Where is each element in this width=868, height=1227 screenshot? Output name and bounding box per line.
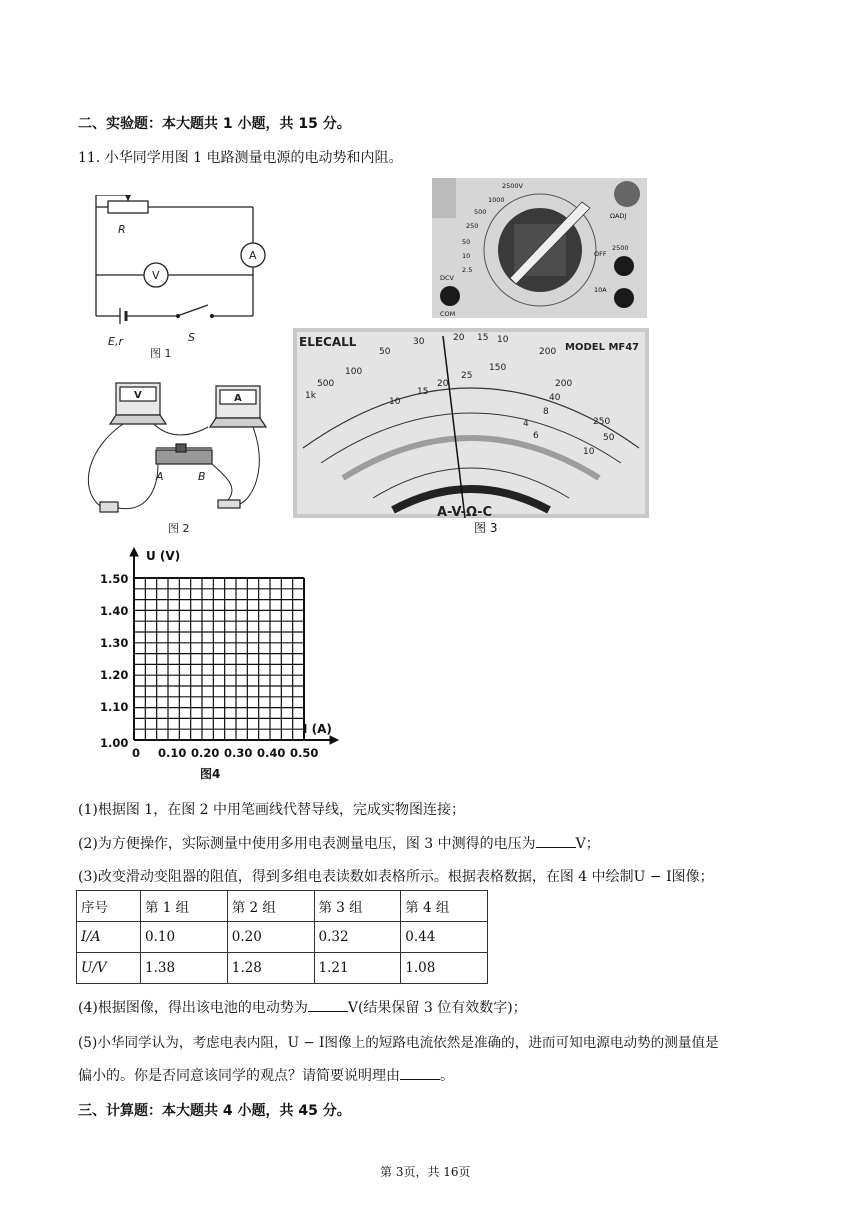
question-11-part-2-text: (2)为方便操作，实际测量中使用多用电表测量电压，图 3 中测得的电压为 <box>78 836 536 852</box>
figure-1-circuit <box>88 195 278 365</box>
section-heading-calculation: 三、计算题：本大题共 4 小题，共 45 分。 <box>78 1103 351 1119</box>
y-tick-1-00: 1.00 <box>100 736 129 750</box>
table-header-row <box>77 891 488 922</box>
figure-4-ui-grid <box>96 540 346 785</box>
x-tick-0-40: 0.40 <box>257 746 286 760</box>
question-11-part-4-unit: V(结果保留 3 位有效数字)； <box>347 1000 527 1016</box>
scale-right-10: 10 <box>583 447 595 457</box>
scale-mid-15: 15 <box>417 387 429 397</box>
figure-3-selector-photo <box>432 178 647 318</box>
ammeter-face-label: A <box>234 393 242 404</box>
scale-left-100: 100 <box>345 367 363 377</box>
scale-mid-10: 10 <box>389 397 401 407</box>
x-tick-0-20: 0.20 <box>191 746 220 760</box>
scale-left-1k: 1k <box>305 391 316 401</box>
y-tick-1-10: 1.10 <box>100 700 129 714</box>
y-tick-1-50: 1.50 <box>100 572 129 586</box>
x-tick-0-50: 0.50 <box>290 746 319 760</box>
scale-right-200: 200 <box>555 379 573 389</box>
scale-right-250: 250 <box>593 417 611 427</box>
y-tick-1-40: 1.40 <box>100 604 129 618</box>
question-11-part-5-line-1: (5)小华同学认为，考虑电表内阻，U − I图像上的短路电流依然是准确的，进而可知电源电动势的测量值是 <box>78 1035 719 1051</box>
figure-3-dial-photo <box>293 328 649 518</box>
switch-label-2500: 2500 <box>612 244 629 252</box>
switch-label-1000: 1000 <box>488 196 505 204</box>
x-tick-0-10: 0.10 <box>158 746 187 760</box>
voltmeter-label: V <box>152 269 160 282</box>
x-tick-0-30: 0.30 <box>224 746 253 760</box>
question-11-stem: 11. 小华同学用图 1 电路测量电源的电动势和内阻。 <box>78 150 403 166</box>
switch-label-ohm-adj: ΩADJ <box>610 212 627 220</box>
figure-4-caption: 图4 <box>200 767 221 781</box>
table-cell: 1.08 <box>401 953 488 984</box>
question-11-part-3: (3)改变滑动变阻器的阻值，得到多组电表读数如表格所示。根据表格数据，在图 4 中绘制U − I图像； <box>78 869 714 885</box>
switch-label-500: 500 <box>474 208 487 216</box>
scale-mid-25: 25 <box>461 371 473 381</box>
table-cell: 0.10 <box>141 922 228 953</box>
answer-blank-voltage[interactable] <box>536 835 576 848</box>
answer-blank-emf[interactable] <box>308 999 348 1012</box>
scale-right-40: 40 <box>549 393 561 403</box>
table-cell: 1.38 <box>141 953 228 984</box>
terminal-b-label: B <box>198 470 206 483</box>
question-11-part-4-text: (4)根据图像，得出该电池的电动势为 <box>78 1000 308 1016</box>
switch-label-com: COM <box>440 310 456 318</box>
question-11-part-4 <box>78 997 527 1017</box>
scale-mid-20: 20 <box>437 379 449 389</box>
data-table <box>76 890 488 984</box>
switch-label-2500v: 2500V <box>502 182 523 190</box>
scale-right-50: 50 <box>603 433 615 443</box>
switch-label-dcv: DCV <box>440 274 454 282</box>
table-cell: U/V <box>77 953 141 984</box>
switch-label-50: 50 <box>462 238 471 246</box>
scale-left-50: 50 <box>379 347 391 357</box>
y-axis-label: U (V) <box>146 549 181 563</box>
x-axis-label: I (A) <box>303 722 332 736</box>
table-cell: 0.44 <box>401 922 488 953</box>
table-row <box>77 953 488 984</box>
table-header-cell: 第 4 组 <box>401 891 488 922</box>
table-row <box>77 922 488 953</box>
question-11-part-5-line-2 <box>78 1065 454 1085</box>
answer-blank-reason[interactable] <box>400 1067 440 1080</box>
table-header-cell: 第 2 组 <box>227 891 314 922</box>
table-header-cell: 第 1 组 <box>141 891 228 922</box>
question-11-part-2 <box>78 833 600 853</box>
scale-mid-150: 150 <box>489 363 507 373</box>
table-header-cell: 第 3 组 <box>314 891 401 922</box>
question-11-part-5-end: 。 <box>440 1068 454 1084</box>
switch-label: S <box>188 331 195 344</box>
ammeter-label: A <box>249 249 257 262</box>
table-cell: I/A <box>77 922 141 953</box>
figure-3-caption: 图 3 <box>474 521 498 535</box>
dial-unit-label: A-V-Ω-C <box>437 505 493 518</box>
dial-brand: ELECALL <box>299 335 357 349</box>
battery-label: E,r <box>108 335 123 348</box>
table-cell: 1.21 <box>314 953 401 984</box>
resistor-label: R <box>118 223 126 236</box>
question-11-part-1: (1)根据图 1，在图 2 中用笔画线代替导线，完成实物图连接； <box>78 802 465 818</box>
scale-left-500: 500 <box>317 379 335 389</box>
switch-label-off: OFF <box>594 250 607 258</box>
switch-label-10: 10 <box>462 252 471 260</box>
y-axis-arrow <box>130 548 138 556</box>
figure-2-apparatus <box>78 378 278 538</box>
table-cell: 0.20 <box>227 922 314 953</box>
page-footer: 第 3页，共 16页 <box>380 1165 471 1179</box>
y-tick-1-30: 1.30 <box>100 636 129 650</box>
scale-right-8: 8 <box>543 407 549 417</box>
switch-label-2-5: 2.5 <box>462 266 473 274</box>
figure-1-caption: 图 1 <box>150 347 172 360</box>
section-heading-experiment: 二、实验题：本大题共 1 小题，共 15 分。 <box>78 116 351 132</box>
table-cell: 0.32 <box>314 922 401 953</box>
x-axis-arrow <box>330 736 338 744</box>
scale-right-4: 4 <box>523 419 529 429</box>
switch-label-250: 250 <box>466 222 479 230</box>
figure-2-caption: 图 2 <box>168 522 190 535</box>
table-header-cell: 序号 <box>77 891 141 922</box>
scale-top-20: 20 <box>453 333 465 343</box>
question-11-part-2-unit: V； <box>575 836 600 852</box>
table-cell: 1.28 <box>227 953 314 984</box>
scale-top-30: 30 <box>413 337 425 347</box>
terminal-a-label: A <box>156 470 164 483</box>
scale-right-6: 6 <box>533 431 539 441</box>
scale-top-15: 15 <box>477 333 489 343</box>
voltmeter-face-label: V <box>134 390 142 401</box>
switch-label-10a: 10A <box>594 286 607 294</box>
x-tick-0: 0 <box>132 746 141 760</box>
y-tick-1-20: 1.20 <box>100 668 129 682</box>
scale-top-10: 10 <box>497 335 509 345</box>
question-11-part-5-text: 偏小的。你是否同意该同学的观点？请简要说明理由 <box>78 1068 400 1084</box>
scale-left-200: 200 <box>539 347 557 357</box>
dial-model: MODEL MF47 <box>565 342 640 353</box>
